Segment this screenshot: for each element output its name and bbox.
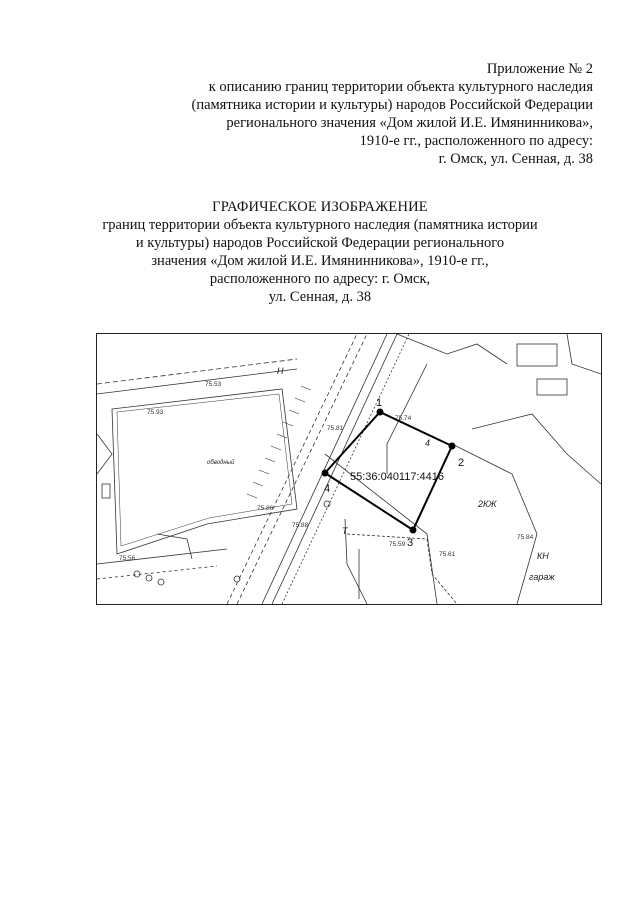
title-line: границ территории объекта культурного наследия (памятника истории: [102, 217, 538, 233]
map-label: Т: [342, 526, 348, 536]
elevation-label: 75.59: [389, 541, 406, 548]
point-label-3: 3: [407, 537, 414, 549]
map-label: Н: [277, 366, 284, 376]
cadastral-map: [96, 333, 602, 605]
elevation-label: 75.93: [147, 409, 164, 416]
point-label-1: 1: [376, 397, 383, 409]
elevation-label: 75.56: [119, 555, 136, 562]
elevation-label: 75.53: [205, 381, 222, 388]
point-label-4: 4: [324, 483, 331, 495]
title-heading: ГРАФИЧЕСКОЕ ИЗОБРАЖЕНИЕ: [212, 199, 428, 215]
elevation-label: 75.81: [327, 425, 344, 432]
appendix-line: 1910-е гг., расположенного по адресу:: [359, 133, 593, 149]
title-line: расположенного по адресу: г. Омск,: [209, 271, 431, 287]
map-label: обводный: [207, 460, 235, 466]
map-drawing: [97, 334, 601, 604]
elevation-label: 75.86: [257, 505, 274, 512]
parcel-number-label: 55:36:040117:4416: [350, 471, 444, 483]
title-line: ул. Сенная, д. 38: [268, 289, 372, 305]
title-line: значения «Дом жилой И.Е. Имянинникова», 1910-е гг.,: [151, 253, 489, 269]
elevation-label: 75.88: [292, 522, 309, 529]
appendix-line: (памятника истории и культуры) народов Российской Федерации: [191, 97, 593, 113]
appendix-line: к описанию границ территории объекта культурного наследия: [208, 79, 593, 95]
map-label: гараж: [529, 572, 555, 582]
elevation-label: 75.61: [439, 551, 456, 558]
boundary-point: [449, 443, 456, 450]
appendix-header: [73, 60, 593, 168]
boundary-point: [410, 527, 417, 534]
appendix-line: г. Омск, ул. Сенная, д. 38: [438, 151, 593, 167]
point-label-2: 2: [458, 457, 465, 469]
title-line: и культуры) народов Российской Федерации регионального: [135, 235, 505, 251]
map-label: 4: [425, 438, 431, 448]
appendix-line: регионального значения «Дом жилой И.Е. Имянинникова»,: [226, 115, 593, 131]
elevation-label: 75.84: [517, 534, 534, 541]
map-label: КН: [537, 551, 549, 561]
boundary-point: [377, 409, 384, 416]
document-title: [70, 198, 570, 306]
elevation-label: 75.74: [395, 415, 412, 422]
boundary-point: [322, 470, 329, 477]
appendix-number: Приложение № 2: [486, 61, 593, 77]
map-label: 2КЖ: [478, 499, 497, 509]
